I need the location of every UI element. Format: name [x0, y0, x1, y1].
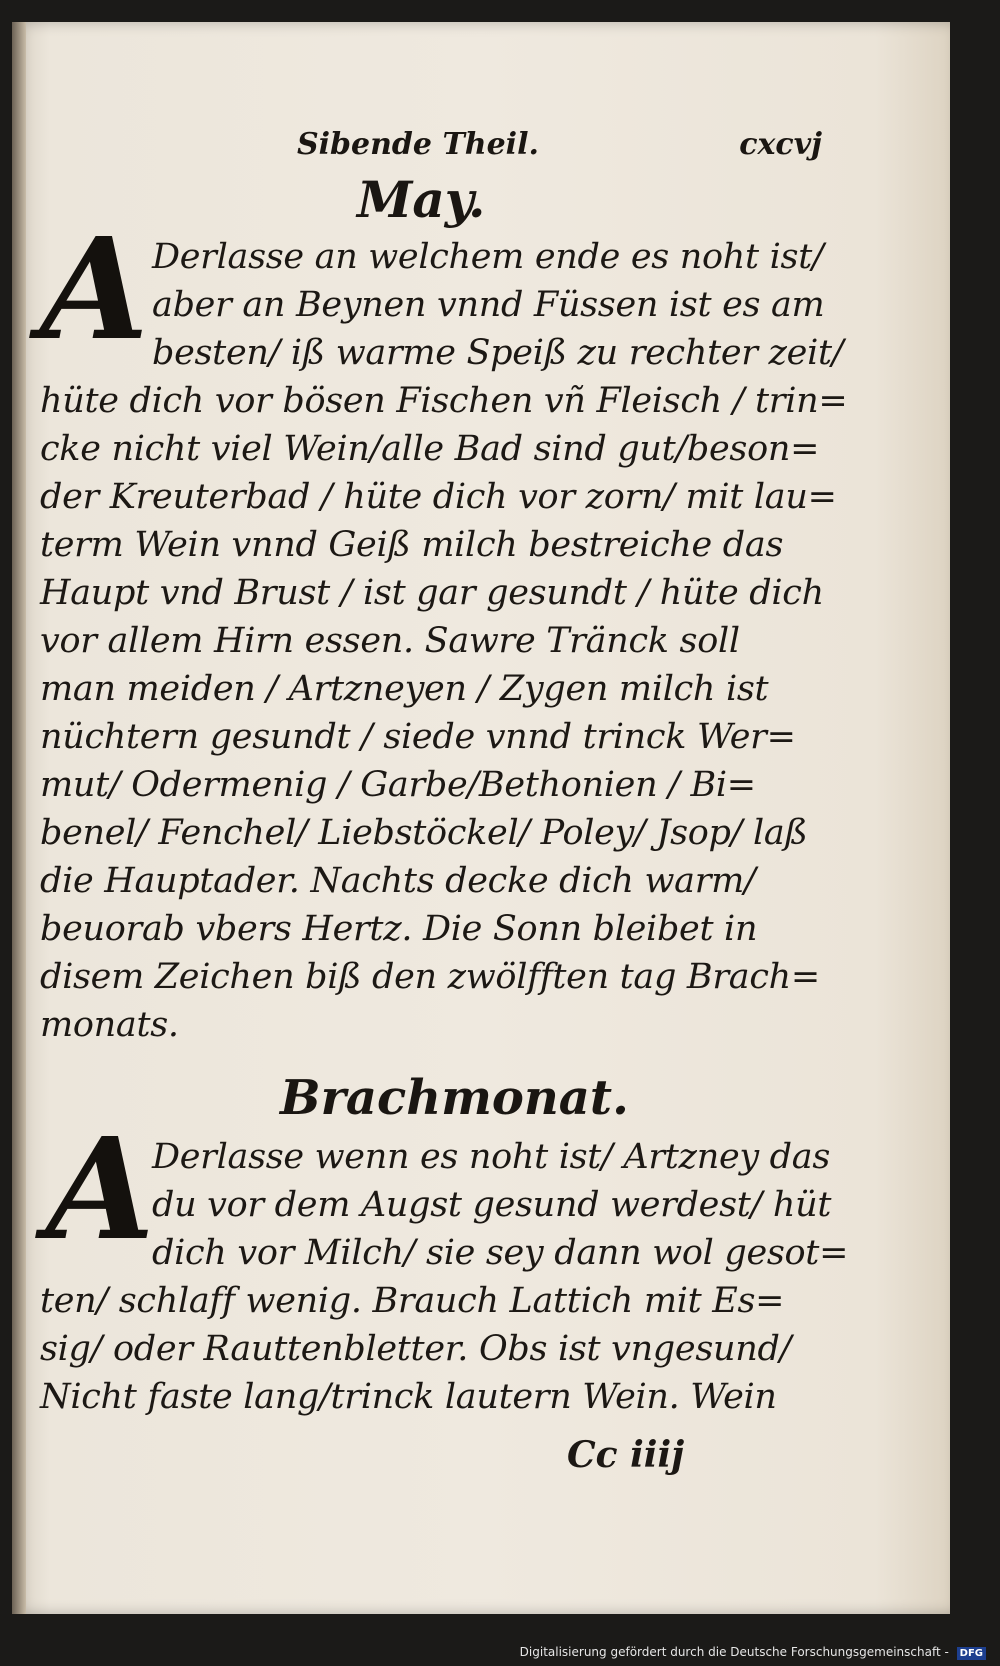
folio-number: cxcvj — [739, 127, 822, 162]
text-line: nüchtern gesundt / siede vnnd trinck Wer= — [40, 717, 796, 757]
funding-credit — [520, 1645, 986, 1660]
text-line: monats. — [40, 1005, 179, 1045]
text-line: mut/ Odermenig / Garbe/Bethonien / Bi= — [40, 765, 756, 805]
text-line: ten/ schlaff wenig. Brauch Lattich mit Es= — [40, 1281, 785, 1321]
text-line: beuorab vbers Hertz. Die Sonn bleibet in — [40, 909, 758, 949]
signature-mark: Cc iiij — [567, 1434, 685, 1476]
text-line: sig/ oder Rauttenbletter. Obs ist vngesund/ — [40, 1329, 792, 1369]
text-line: Derlasse an welchem ende es noht ist/ — [152, 237, 824, 277]
text-line: der Kreuterbad / hüte dich vor zorn/ mit lau= — [40, 477, 837, 517]
text-line: vor allem Hirn essen. Sawre Tränck soll — [40, 621, 740, 661]
page-header — [12, 127, 950, 167]
text-line: Haupt vnd Brust / ist gar gesundt / hüte dich — [40, 573, 824, 613]
text-line: disem Zeichen biß den zwölfften tag Brach= — [40, 957, 820, 997]
text-line: du vor dem Augst gesund werdest/ hüt — [152, 1185, 832, 1225]
text-line: man meiden / Artzneyen / Zygen milch ist — [40, 669, 769, 709]
text-line: benel/ Fenchel/ Liebstöckel/ Poley/ Jsop/ laß — [40, 813, 808, 853]
section-title-may: May. — [357, 170, 486, 229]
text-line: term Wein vnnd Geiß milch bestreiche das — [40, 525, 784, 565]
text-line: Nicht faste lang/trinck lautern Wein. Wein — [40, 1377, 777, 1417]
dfg-logo-badge: DFG — [957, 1647, 986, 1660]
funding-credit-text: Digitalisierung gefördert durch die Deutsche Forschungsgemeinschaft - — [519, 1645, 949, 1659]
text-line: aber an Beynen vnnd Füssen ist es am — [152, 285, 825, 325]
book-page — [12, 22, 950, 1614]
page-gutter-edge — [12, 22, 26, 1614]
text-line: dich vor Milch/ sie sey dann wol gesot= — [152, 1233, 849, 1273]
drop-cap-brachmonat: A — [46, 1108, 155, 1272]
text-line: besten/ iß warme Speiß zu rechter zeit/ — [152, 333, 844, 373]
text-line: hüte dich vor bösen Fischen vñ Fleisch / trin= — [40, 381, 848, 421]
text-line: die Hauptader. Nachts decke dich warm/ — [40, 861, 756, 901]
running-head: Sibende Theil. — [297, 127, 539, 162]
text-line: Derlasse wenn es noht ist/ Artzney das — [152, 1137, 830, 1177]
section-title-brachmonat: Brachmonat. — [280, 1070, 629, 1126]
drop-cap-may: A — [40, 208, 149, 372]
text-line: cke nicht viel Wein/alle Bad sind gut/beson= — [40, 429, 820, 469]
